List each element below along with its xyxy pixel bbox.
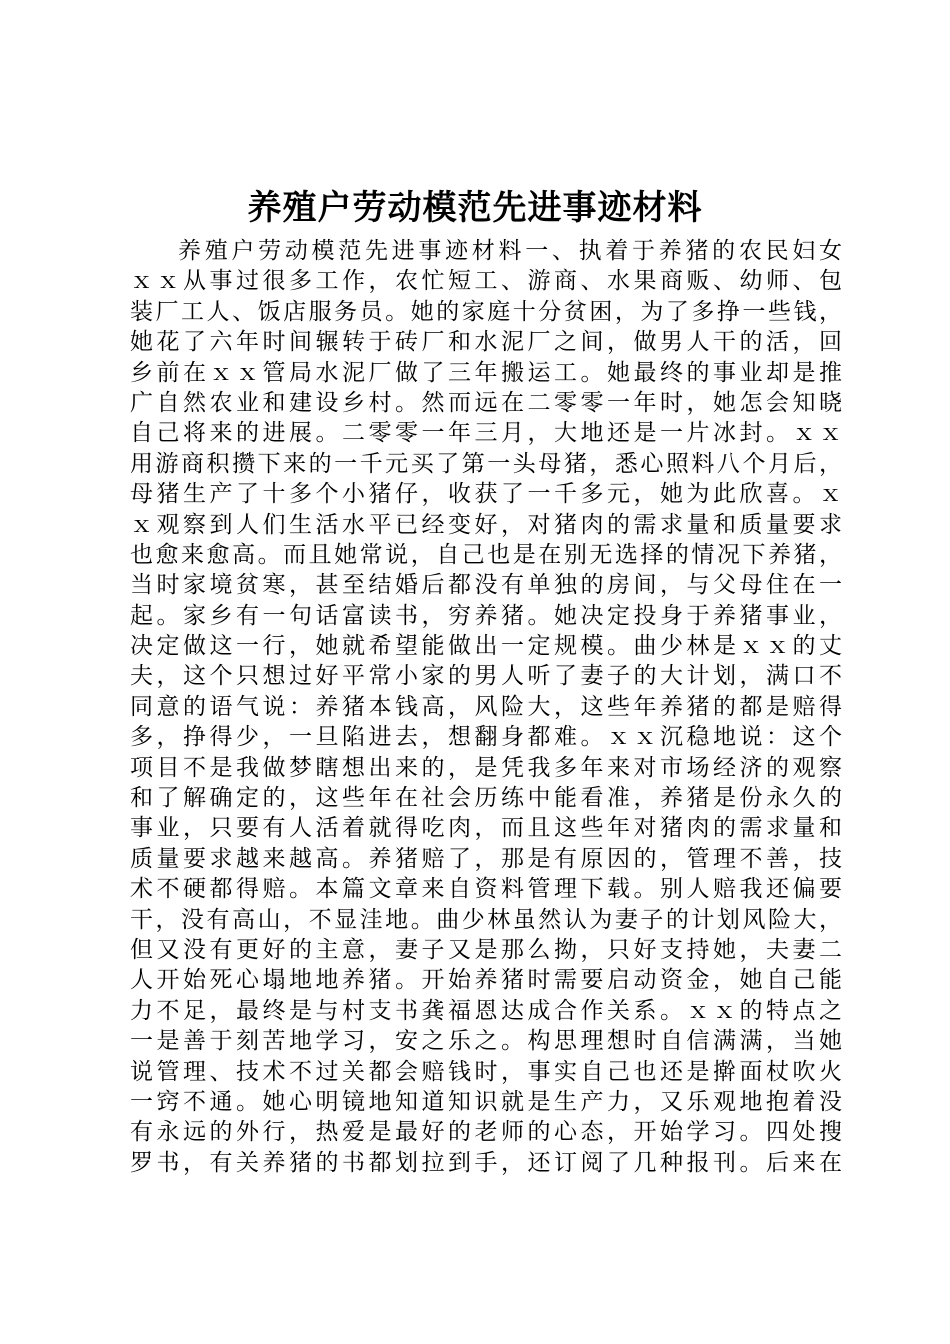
body-line: 乡前在ｘｘ管局水泥厂做了三年搬运工。她最终的事业却是推 [130,359,842,386]
body-line: 质量要求越来越高。养猪赔了，那是有原因的，管理不善，技 [130,845,842,872]
body-line: 一是善于刻苦地学习，安之乐之。构思理想时自信满满，当她 [130,1028,842,1055]
body-line: 广自然农业和建设乡村。然而远在二零零一年时，她怎会知晓 [130,389,842,416]
body-line: 多，挣得少，一旦陷进去，想翻身都难。ｘｘ沉稳地说：这个 [130,724,842,751]
body-line: 干，没有高山，不显洼地。曲少林虽然认为妻子的计划风险大， [130,906,842,933]
body-line: 起。家乡有一句话富读书，穷养猪。她决定投身于养猪事业， [130,602,842,629]
body-line: 同意的语气说：养猪本钱高，风险大，这些年养猪的都是赔得 [130,693,842,720]
body-line: 有永远的外行，热爱是最好的老师的心态，开始学习。四处搜 [130,1119,842,1146]
body-line: 她花了六年时间辗转于砖厂和水泥厂之间，做男人干的活，回 [130,329,842,356]
body-line: 一窍不通。她心明镜地知道知识就是生产力，又乐观地抱着没 [130,1088,842,1115]
body-line: ｘ观察到人们生活水平已经变好，对猪肉的需求量和质量要求 [130,511,842,538]
body-line: 母猪生产了十多个小猪仔，收获了一千多元，她为此欣喜。ｘ [130,481,842,508]
body-line: 用游商积攒下来的一千元买了第一头母猪，悉心照料八个月后， [130,450,842,477]
body-line: 人开始死心塌地地养猪。开始养猪时需要启动资金，她自己能 [130,967,842,994]
body-line: 也愈来愈高。而且她常说，自己也是在别无选择的情况下养猪， [130,541,842,568]
body-line: 但又没有更好的主意，妻子又是那么拗，只好支持她，夫妻二 [130,936,842,963]
body-line: ｘｘ从事过很多工作，农忙短工、游商、水果商贩、幼师、包 [130,268,842,295]
body-line: 事业，只要有人活着就得吃肉，而且这些年对猪肉的需求量和 [130,815,842,842]
body-line: 罗书，有关养猪的书都划拉到手，还订阅了几种报刊。后来在 [130,1149,842,1176]
body-line: 术不硬都得赔。本篇文章来自资料管理下载。别人赔我还偏要 [130,876,842,903]
body-line: 自己将来的进展。二零零一年三月，大地还是一片冰封。ｘｘ [130,420,842,447]
document-body [130,236,842,1178]
body-line: 力不足，最终是与村支书龚福恩达成合作关系。ｘｘ的特点之 [130,997,842,1024]
body-line: 和了解确定的，这些年在社会历练中能看准，养猪是份永久的 [130,785,842,812]
body-line: 养殖户劳动模范先进事迹材料一、执着于养猪的农民妇女 [178,238,842,264]
body-line: 当时家境贫寒，甚至结婚后都没有单独的房间，与父母住在一 [130,572,842,599]
body-line: 说管理、技术不过关都会赔钱时，事实自己也还是擀面杖吹火 [130,1058,842,1085]
body-line: 装厂工人、饭店服务员。她的家庭十分贫困，为了多挣一些钱， [130,298,842,325]
body-line: 项目不是我做梦瞎想出来的，是凭我多年来对市场经济的观察 [130,754,842,781]
body-line: 决定做这一行，她就希望能做出一定规模。曲少林是ｘｘ的丈 [130,633,842,660]
document-title: 养殖户劳动模范先进事迹材料 [247,188,703,228]
body-line: 夫，这个只想过好平常小家的男人听了妻子的大计划，满口不 [130,663,842,690]
